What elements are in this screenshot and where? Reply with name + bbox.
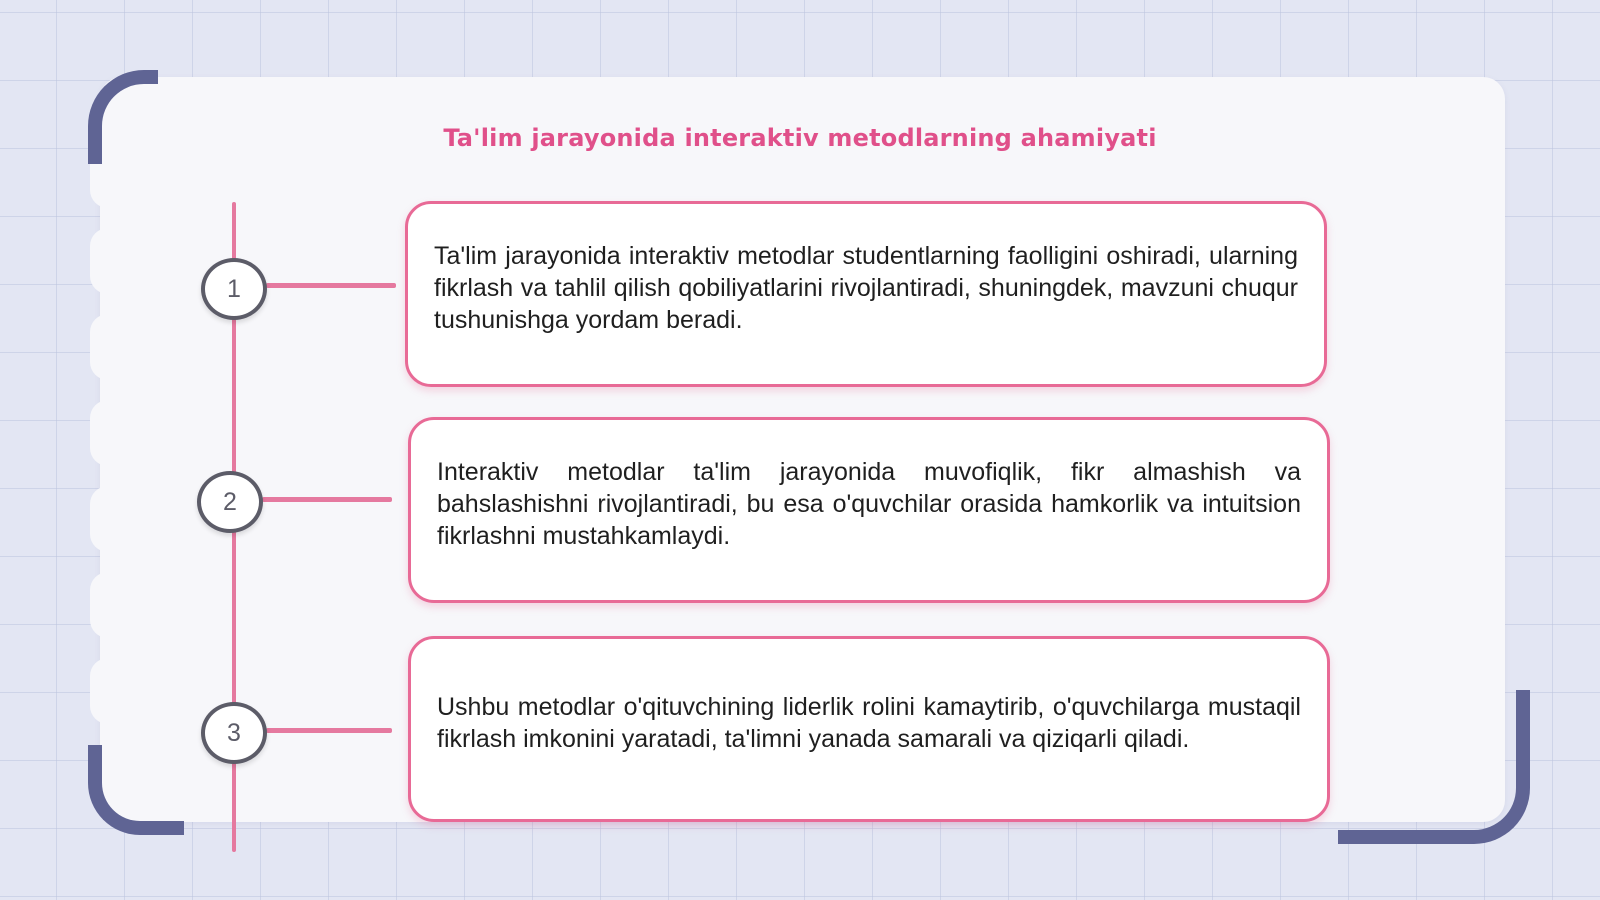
paper-scallop-edge (90, 228, 126, 294)
step-number-circle: 1 (201, 258, 267, 320)
step-card (408, 417, 1330, 603)
step-number-circle: 2 (197, 471, 263, 533)
slide-title: Ta'lim jarayonida interaktiv metodlarning ahamiyati (443, 124, 1157, 152)
corner-bracket-top-left (88, 70, 158, 164)
paper-scallop-edge (90, 314, 126, 380)
step-text: Ushbu metodlar o'qituvchining liderlik rolini kamaytirib, o'quvchilarga mustaqil fikrlash imkonini yaratadi, ta'limni yanada samarali va qiziqarli qiladi. (437, 693, 1301, 753)
step-card (405, 201, 1327, 387)
paper-scallop-edge (90, 486, 126, 552)
step-card (408, 636, 1330, 822)
paper-scallop-edge (90, 658, 126, 724)
step-connector (266, 728, 392, 733)
step-connector (262, 497, 392, 502)
step-text: Interaktiv metodlar ta'lim jarayonida muvofiqlik, fikr almashish va bahslashishni rivojlantiradi, bu esa o'quvchilar orasida hamkorlik va intuitsion fikrlashni mustahkamlaydi. (437, 458, 1301, 550)
step-text: Ta'lim jarayonida interaktiv metodlar studentlarning faolligini oshiradi, ularning fikrlash va tahlil qilish qobiliyatlarini rivojlantiradi, shuningdek, mavzuni chuqur tushunishga yordam beradi. (434, 242, 1298, 334)
paper-scallop-edge (90, 572, 126, 638)
corner-bracket-bottom-left (88, 745, 184, 835)
corner-bracket-bottom-right (1338, 690, 1530, 844)
step-connector (266, 283, 396, 288)
paper-scallop-edge (90, 400, 126, 466)
step-number-circle: 3 (201, 702, 267, 764)
